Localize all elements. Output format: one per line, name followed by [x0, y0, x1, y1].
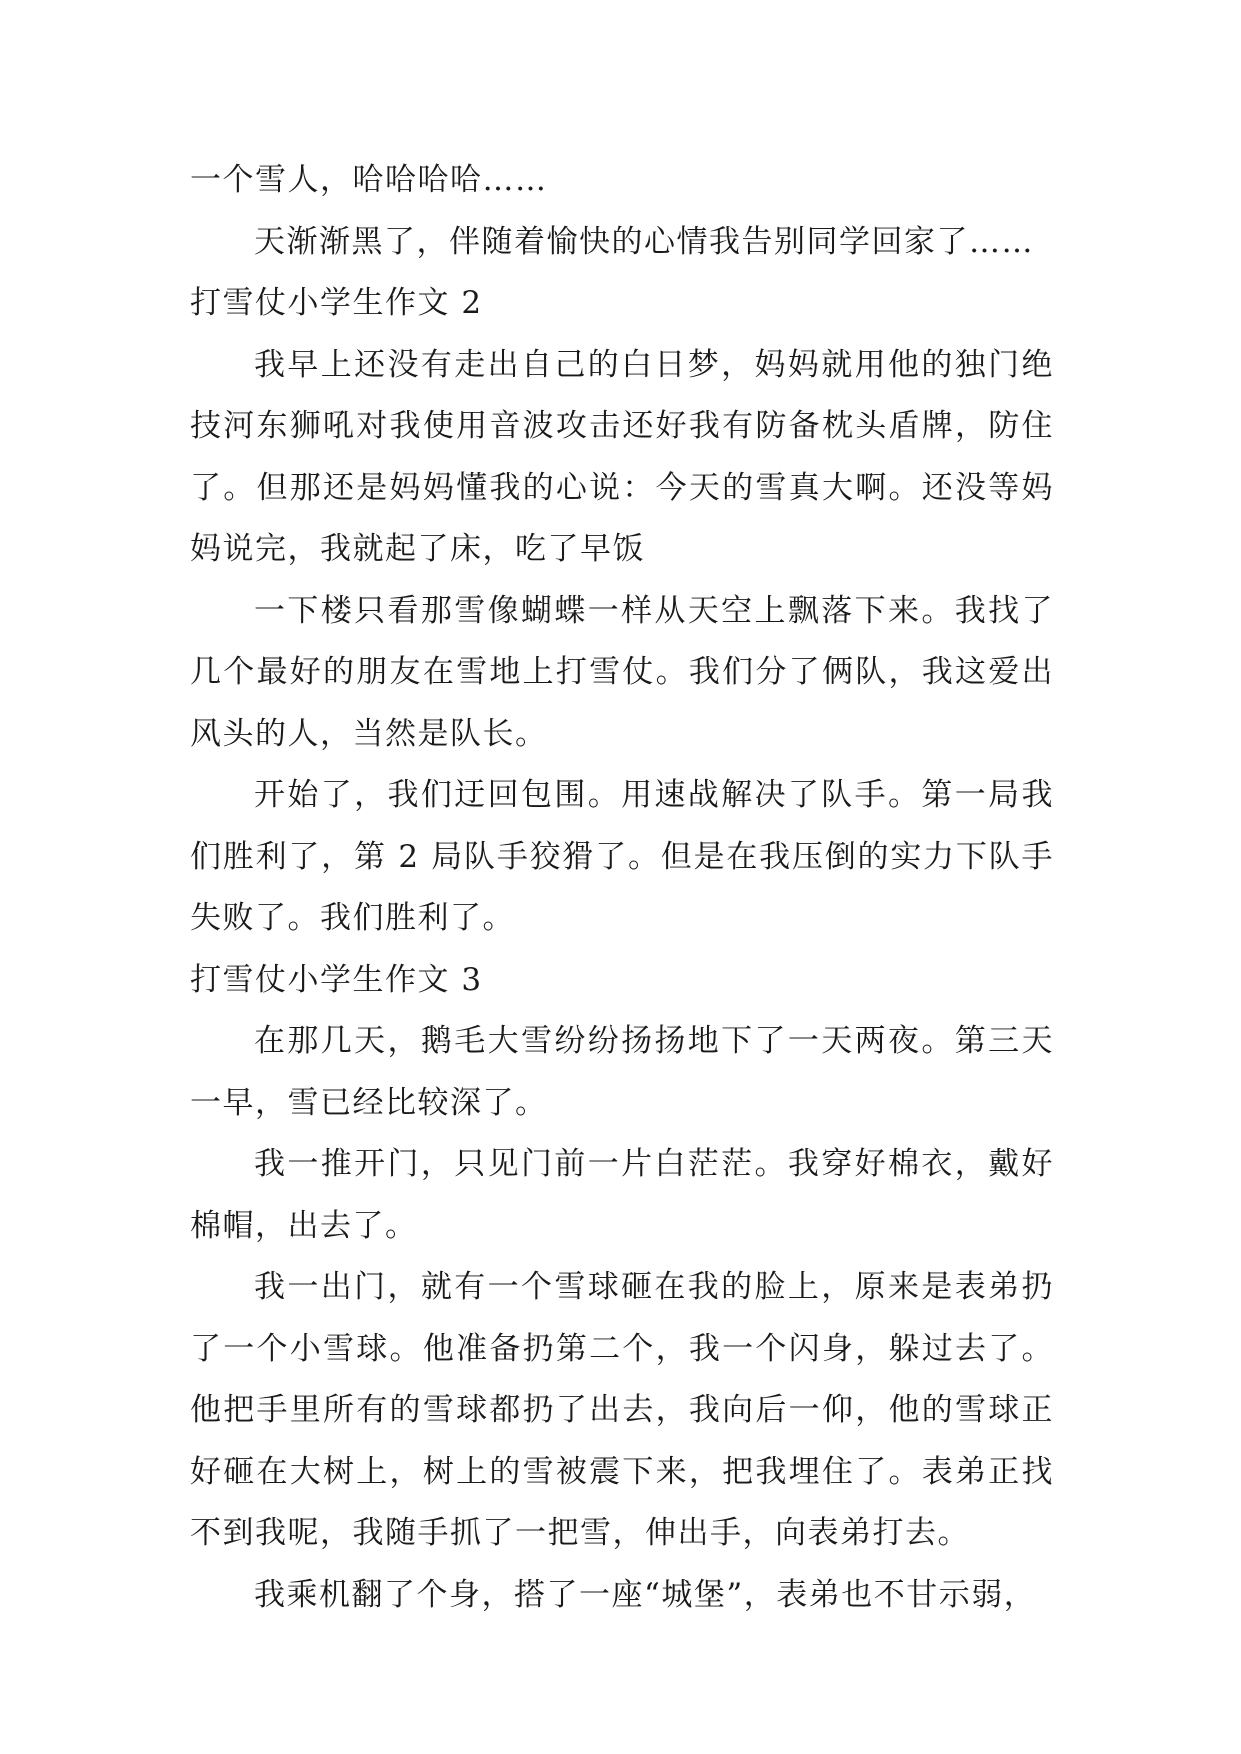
document-page [190, 150, 1054, 1626]
paragraph-battle-start: 开始了，我们迂回包围。用速战解决了队手。第一局我们胜利了，第 2 局队手狡猾了。但是在我压倒的实力下队手失败了。我们胜利了。 [190, 777, 1054, 936]
paragraph-heavy-snow: 在那几天，鹅毛大雪纷纷扬扬地下了一天两夜。第三天一早，雪已经比较深了。 [190, 1023, 1054, 1121]
paragraph-going-home: 天渐渐黑了，伴随着愉快的心情我告别同学回家了…… [254, 223, 1034, 260]
paragraph-cousin-snowball: 我一出门，就有一个雪球砸在我的脸上，原来是表弟扔了一个小雪球。他准备扔第二个，我一个闪身，躲过去了。他把手里所有的雪球都扔了出去，我向后一仰，他的雪球正好砸在大树上，树上的雪被震下来，把我埋住了。表弟正找不到我呢，我随手抓了一把雪，伸出手，向表弟打去。 [190, 1269, 1054, 1551]
paragraph-downstairs: 一下楼只看那雪像蝴蝶一样从天空上飘落下来。我找了几个最好的朋友在雪地上打雪仗。我们分了俩队，我这爱出风头的人，当然是队长。 [190, 592, 1054, 752]
essay-2-title: 打雪仗小学生作文 2 [190, 285, 483, 321]
paragraph-morning: 我早上还没有走出自己的白日梦，妈妈就用他的独门绝技河东狮吼对我使用音波攻击还好我有防备枕头盾牌，防住了。但那还是妈妈懂我的心说：今天的雪真大啊。还没等妈妈说完，我就起了床，吃了早饭 [190, 346, 1054, 567]
essay-3-title: 打雪仗小学生作文 3 [190, 961, 483, 998]
paragraph-open-door: 我一推开门，只见门前一片白茫茫。我穿好棉衣，戴好棉帽，出去了。 [190, 1146, 1054, 1244]
paragraph-snowman-ending: 一个雪人，哈哈哈哈…… [190, 162, 548, 198]
paragraph-castle: 我乘机翻了个身，搭了一座“城堡”，表弟也不甘示弱， [254, 1576, 1037, 1613]
